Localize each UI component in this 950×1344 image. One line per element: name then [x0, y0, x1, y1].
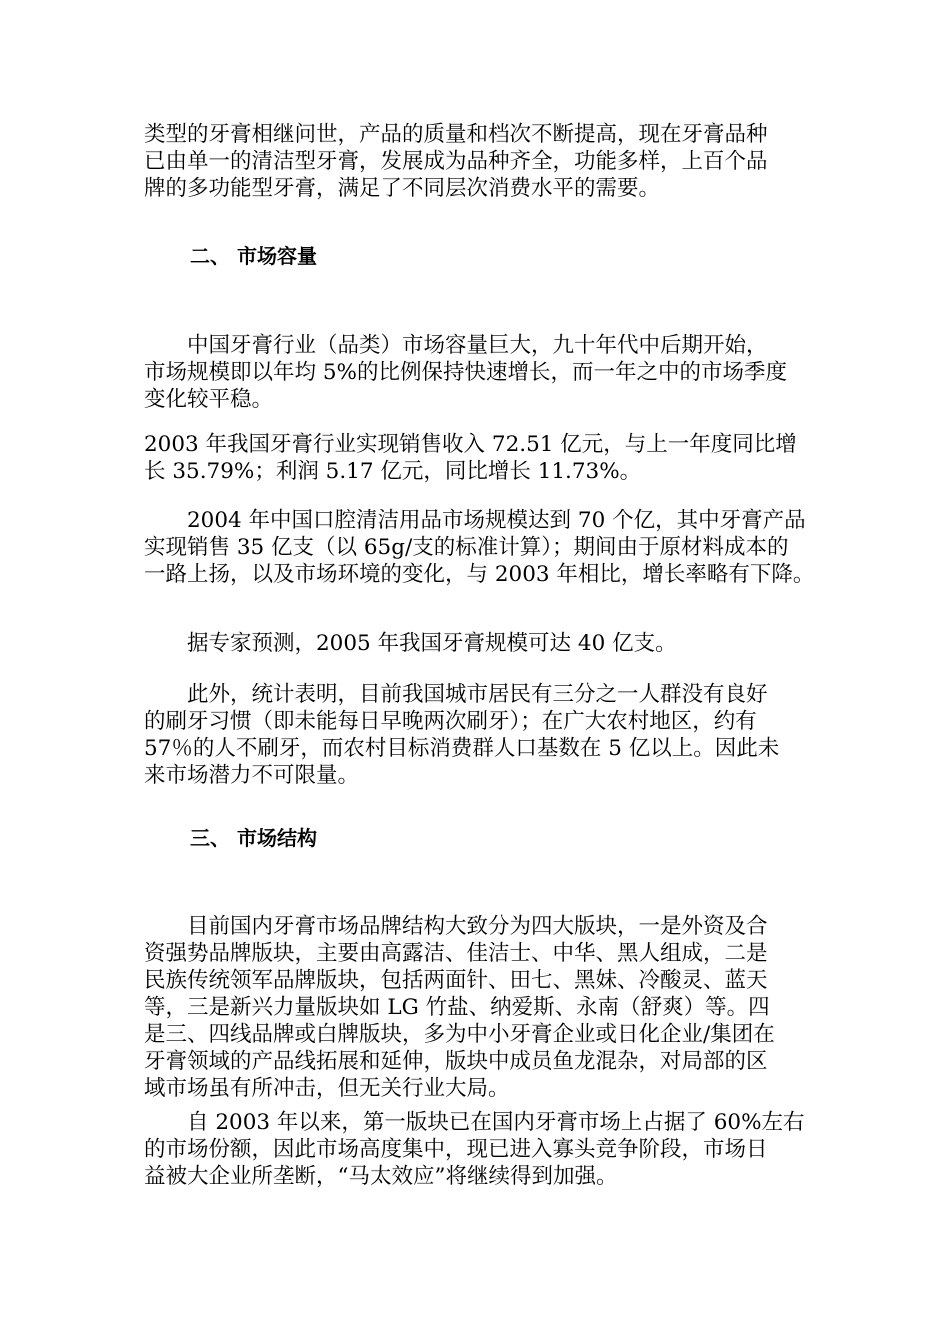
section-heading-market-capacity: 二、 市场容量	[190, 244, 317, 268]
capacity-paragraph-4	[144, 630, 810, 657]
text-line: 牌的多功能型牙膏，满足了不同层次消费水平的需要。	[144, 176, 661, 201]
text-line: 的刷牙习惯（即未能每日早晚两次刷牙）；在广大农村地区，约有	[144, 709, 757, 734]
text-line: 的市场份额，因此市场高度集中，现已进入寡头竞争阶段，市场日	[144, 1137, 768, 1162]
text-line: 来市场潜力不可限量。	[144, 763, 360, 788]
text-line: 一路上扬，以及市场环境的变化，与 2003 年相比，增长率略有下降。	[144, 562, 815, 587]
text-line: 已由单一的清洁型牙膏，发展成为品种齐全，功能多样，上百个品	[144, 149, 768, 174]
text-line: 等，三是新兴力量版块如 LG 竹盐、纳爱斯、永南（舒爽）等。四	[144, 995, 770, 1020]
text-line: 2004 年中国口腔清洁用品市场规模达到 70 个亿，其中牙膏产品	[144, 508, 806, 533]
text-line: 中国牙膏行业（品类）市场容量巨大，九十年代中后期开始，	[144, 333, 768, 358]
structure-paragraph-1	[144, 913, 810, 1102]
text-line: 域市场虽有所冲击，但无关行业大局。	[144, 1076, 510, 1101]
text-line: 据专家预测，2005 年我国牙膏规模可达 40 亿支。	[144, 631, 677, 656]
text-line: 目前国内牙膏市场品牌结构大致分为四大版块，一是外资及合	[144, 914, 768, 939]
text-line: 牙膏领域的产品线拓展和延伸，版块中成员鱼龙混杂，对局部的区	[144, 1049, 768, 1074]
capacity-paragraph-1	[144, 332, 810, 413]
text-line: 自 2003 年以来，第一版块已在国内牙膏市场上占据了 60%左右	[144, 1110, 805, 1135]
text-line: 57％的人不刷牙，而农村目标消费群人口基数在 5 亿以上。因此未	[144, 736, 780, 761]
section-heading-market-structure: 三、 市场结构	[190, 826, 317, 850]
text-line: 市场规模即以年均 5%的比例保持快速增长，而一年之中的市场季度	[144, 360, 787, 385]
capacity-paragraph-5	[144, 681, 810, 789]
text-line: 变化较平稳。	[144, 387, 274, 412]
text-line: 民族传统领军品牌版块，包括两面针、田七、黑妹、冷酸灵、蓝天	[144, 968, 768, 993]
text-line: 此外，统计表明，目前我国城市居民有三分之一人群没有良好	[144, 682, 768, 707]
capacity-paragraph-3	[144, 507, 815, 588]
text-line: 益被大企业所垄断，“马太效应”将继续得到加强。	[144, 1164, 618, 1189]
text-line: 长 35.79%；利润 5.17 亿元，同比增长 11.73%。	[144, 459, 642, 484]
intro-paragraph	[144, 121, 810, 202]
text-line: 实现销售 35 亿支（以 65g/支的标准计算）；期间由于原材料成本的	[144, 535, 789, 560]
text-line: 是三、四线品牌或白牌版块，多为中小牙膏企业或日化企业/集团在	[144, 1022, 775, 1047]
text-line: 类型的牙膏相继问世，产品的质量和档次不断提高，现在牙膏品种	[144, 122, 768, 147]
text-line: 2003 年我国牙膏行业实现销售收入 72.51 亿元，与上一年度同比增	[144, 432, 797, 457]
capacity-paragraph-2	[144, 431, 810, 485]
text-line: 资强势品牌版块，主要由高露洁、佳洁士、中华、黑人组成，二是	[144, 941, 768, 966]
structure-paragraph-2	[144, 1109, 810, 1190]
